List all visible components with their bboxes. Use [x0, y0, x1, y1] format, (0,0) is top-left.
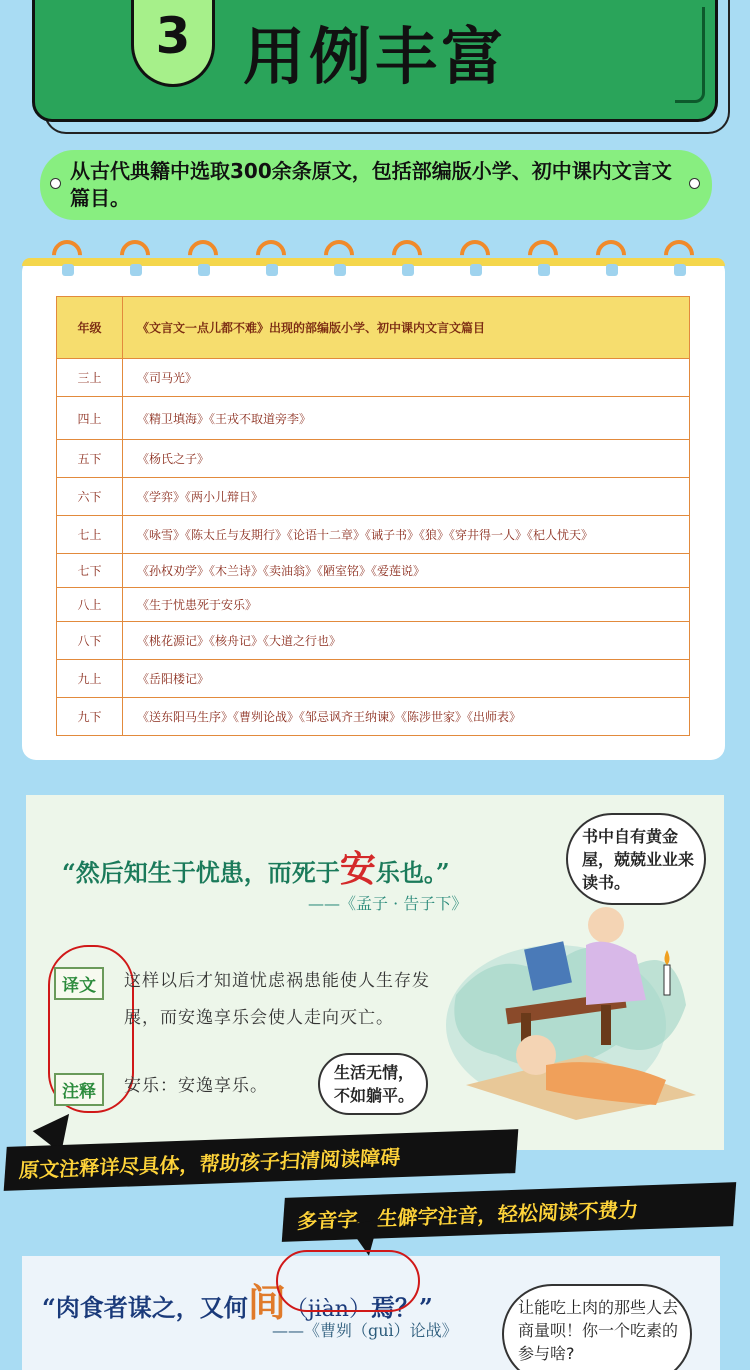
- banner-decoration: [675, 7, 705, 103]
- example-panel-1: [26, 795, 724, 1150]
- section-banner: [32, 0, 718, 122]
- quote-highlight: 安: [339, 848, 376, 890]
- lessons-cell: 《精卫填海》《王戎不取道旁李》: [123, 397, 690, 440]
- grade-cell: 四上: [57, 397, 123, 440]
- quote2-source: ——《曹刿（guì）论战》: [272, 1321, 458, 1340]
- grade-cell: 五下: [57, 440, 123, 478]
- binder-ring: [114, 234, 156, 276]
- header-grade: 年级: [57, 297, 123, 359]
- table-row: [57, 588, 690, 622]
- intro-text: 从古代典籍中选取300余条原文，包括部编版小学、初中课内文言文篇目。: [70, 159, 672, 210]
- scholar-illustration: [436, 905, 706, 1125]
- grade-cell: 七下: [57, 554, 123, 588]
- pill-dot-left: [50, 178, 61, 189]
- intro-pill: [40, 150, 712, 220]
- quote2-part: “肉食者谋之，又何: [42, 1293, 248, 1322]
- note-tag: 注释: [54, 1073, 104, 1106]
- lessons-cell: 《学弈》《两小儿辩日》: [123, 478, 690, 516]
- section-number: 3: [155, 6, 191, 65]
- lessons-cell: 《杨氏之子》: [123, 440, 690, 478]
- red-circle-annotation-2: [276, 1250, 420, 1312]
- quote-text: [62, 841, 450, 892]
- grade-cell: 六下: [57, 478, 123, 516]
- quote2-pinyin: （jiàn）: [285, 1297, 371, 1322]
- lessons-cell: 《桃花源记》《核舟记》《大道之行也》: [123, 622, 690, 660]
- table-row: [57, 359, 690, 397]
- note-text: 安乐：安逸享乐。: [124, 1076, 268, 1096]
- table-row: [57, 660, 690, 698]
- example-panel-2: [22, 1256, 720, 1370]
- table-row: [57, 440, 690, 478]
- header-lessons: 《文言文一点儿都不难》出现的部编版小学、初中课内文言文篇目: [123, 297, 690, 359]
- callout-banner-1: 原文注释详尽具体，帮助孩子扫清阅读障碍: [4, 1129, 519, 1191]
- lesson-table: [56, 296, 690, 736]
- grade-cell: 八上: [57, 588, 123, 622]
- binder-ring: [590, 234, 632, 276]
- quote2-highlight: 间: [247, 1280, 286, 1325]
- binder-ring: [522, 234, 564, 276]
- lessons-cell: 《咏雪》《陈太丘与友期行》《论语十二章》《诫子书》《狼》《穿井得一人》《杞人忧天》: [123, 516, 690, 554]
- grade-cell: 三上: [57, 359, 123, 397]
- grade-cell: 九下: [57, 698, 123, 736]
- section-number-badge: [131, 0, 215, 87]
- grade-cell: 七上: [57, 516, 123, 554]
- lessons-cell: 《孙权劝学》《木兰诗》《卖油翁》《陋室铭》《爱莲说》: [123, 554, 690, 588]
- quote2-part: 焉？”: [370, 1293, 433, 1322]
- table-header-row: [57, 297, 690, 359]
- table-row: [57, 622, 690, 660]
- binder-ring: [46, 234, 88, 276]
- grade-cell: 九上: [57, 660, 123, 698]
- translation-tag: 译文: [54, 967, 104, 1000]
- binder-ring: [250, 234, 292, 276]
- lessons-cell: 《司马光》: [123, 359, 690, 397]
- table-row: [57, 698, 690, 736]
- speech-bubble-panel2: 让能吃上肉的那些人去商量呗！你一个吃素的参与啥?: [502, 1284, 692, 1370]
- pill-dot-right: [689, 178, 700, 189]
- binder-ring: [454, 234, 496, 276]
- notebook-card: [22, 258, 725, 760]
- binder-ring: [182, 234, 224, 276]
- speech-bubble-bottom: 生活无情，不如躺平。: [318, 1053, 428, 1115]
- binder-ring: [658, 234, 700, 276]
- lessons-cell: 《生于忧患死于安乐》: [123, 588, 690, 622]
- table-row: [57, 397, 690, 440]
- quote-source: ——《孟子 · 告子下》: [308, 894, 468, 913]
- speech-bubble-top: 书中自有黄金屋，兢兢业业来读书。: [566, 813, 706, 905]
- lessons-cell: 《送东阳马生序》《曹刿论战》《邹忌讽齐王纳谏》《陈涉世家》《出师表》: [123, 698, 690, 736]
- binder-ring: [318, 234, 360, 276]
- section-title: 用例丰富: [243, 20, 508, 93]
- table-row: [57, 478, 690, 516]
- quote-part: “然后知生于忧患，而死于: [62, 858, 340, 887]
- translation-text: 这样以后才知道忧虑祸患能使人生存发展，而安逸享乐会使人走向灭亡。: [124, 971, 430, 1028]
- lessons-cell: 《岳阳楼记》: [123, 660, 690, 698]
- binder-ring: [386, 234, 428, 276]
- quote-part: 乐也。”: [375, 858, 450, 887]
- table-row: [57, 554, 690, 588]
- grade-cell: 八下: [57, 622, 123, 660]
- callout-banner-2: 多音字、生僻字注音，轻松阅读不费力: [282, 1182, 736, 1242]
- table-row: [57, 516, 690, 554]
